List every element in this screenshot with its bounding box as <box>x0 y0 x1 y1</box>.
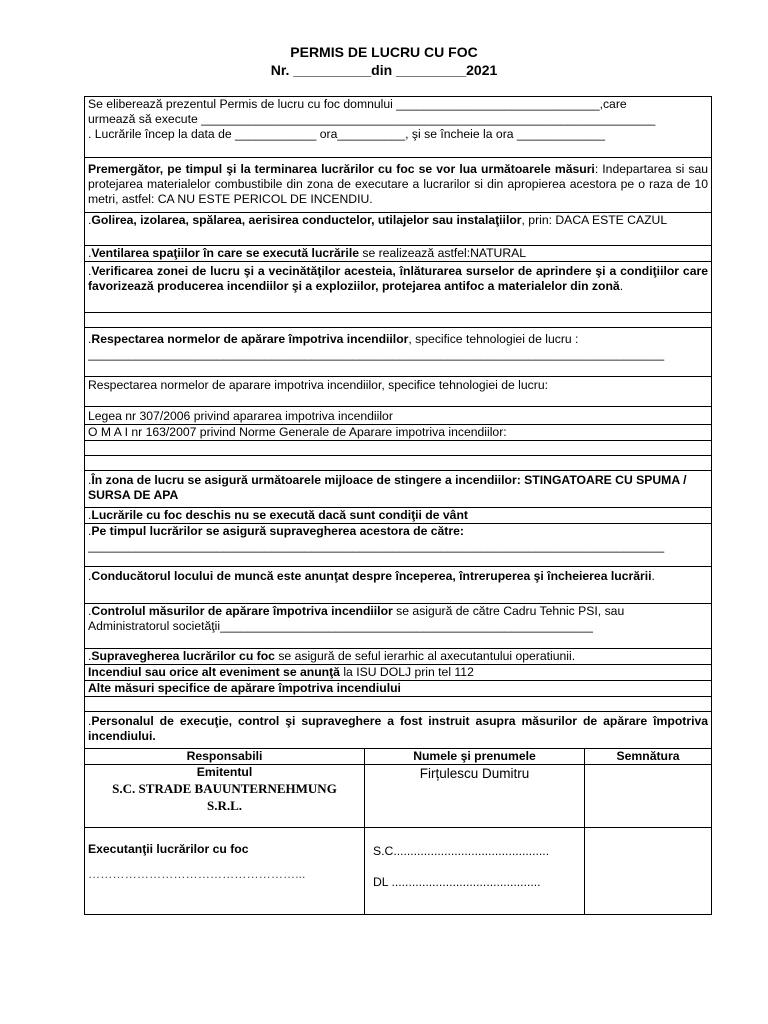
controlul-line-2: Administratorul societăţii_______________________________________________________ <box>88 619 593 633</box>
emitent-name: Firțulescu Dumitru <box>419 766 530 781</box>
supraveghere-foc-heading: Supravegherea lucrărilor cu foc <box>91 649 275 663</box>
header-semnatura: Semnătura <box>585 749 712 765</box>
respectarea-prefix: . <box>88 332 92 346</box>
emitent-company-line-1: S.C. STRADE BAUUNTERNEHMUNG <box>112 781 337 796</box>
anunta-row <box>85 665 712 681</box>
emitent-company-line-2: S.R.L. <box>206 798 243 813</box>
verificarea-prefix: . <box>88 264 92 278</box>
header-responsabili: Responsabili <box>85 749 365 765</box>
lege-1-text: Legea nr 307/2006 privind apararea impotriva incendiilor <box>88 409 393 423</box>
controlul-text: se asigură de către Cadru Tehnic PSI, sau <box>392 604 625 618</box>
empty-row-1 <box>85 313 712 328</box>
ventilarea-heading: Ventilarea spaţiilor în care se execută lucrările <box>91 246 359 260</box>
lege-1-row <box>85 407 712 425</box>
conducatorul-row <box>85 567 712 604</box>
conducatorul-prefix: . <box>88 569 92 583</box>
signature-header-row <box>85 749 712 765</box>
respectarea-text: , specifice tehnologiei de lucru : <box>408 332 579 346</box>
sc-line: S.C.............................................. <box>373 844 550 858</box>
premergator-colon: : <box>594 162 599 176</box>
executanti-label: Executanţii lucrărilor cu foc <box>88 842 249 856</box>
foc-deschis-prefix: . <box>88 508 92 522</box>
permit-table <box>84 96 712 915</box>
intro-line-1: Se eliberează prezentul Permis de lucru cu foc domnului ______________________________,care <box>88 97 627 111</box>
premergator-heading: Premergător, pe timpul şi la terminarea lucrărilor cu foc se vor lua următoarele măsuri <box>88 162 595 176</box>
executanti-dots: ……………………………………………... <box>88 867 306 881</box>
personal-heading: Personalul de execuţie, control şi supraveghere a fost instruit asupra măsurilor de apărare împotriva incendiului. <box>88 714 709 743</box>
emitent-row <box>85 765 712 828</box>
intro-row <box>85 97 712 158</box>
empty-row-4 <box>85 697 712 712</box>
premergator-text: Indepartarea si sau protejarea materialelor combustibile din zona de executare a lucrarilor si din apropierea acestora pe o raza de 10 metri, astfel: CA NU ESTE PERICOL DE INCENDIU. <box>88 162 709 206</box>
alte-masuri-heading: Alte măsuri specifice de apărare împotriva incendiului <box>88 681 401 695</box>
document-title: PERMIS DE LUCRU CU FOC <box>290 44 478 60</box>
ventilarea-row <box>85 246 712 262</box>
empty-row-3 <box>85 456 712 471</box>
empty-row-2 <box>85 441 712 456</box>
respectarea-2-row <box>85 377 712 407</box>
supraveghere-prefix: . <box>88 524 92 538</box>
verificarea-row <box>85 262 712 313</box>
controlul-prefix: . <box>88 604 92 618</box>
zona-heading: În zona de lucru se asigură următoarele mijloace de stingere a incendiilor: STINGATOARE CU SPUMA / SURSA DE APA <box>88 473 687 502</box>
respectarea-blank-line: _____________________________________________________________________________________ <box>88 347 665 361</box>
personal-row <box>85 712 712 749</box>
supraveghere-row <box>85 524 712 567</box>
zona-prefix: . <box>88 473 92 487</box>
respectarea-row <box>85 328 712 377</box>
verificarea-end: . <box>619 279 624 293</box>
golirea-prefix: . <box>88 213 92 227</box>
supraveghere-foc-row <box>85 649 712 665</box>
supraveghere-foc-text: se asigură de seful ierarhic al axecutantului operatiunii. <box>274 649 576 663</box>
executanti-row <box>85 828 712 915</box>
verificarea-heading: Verificarea zonei de lucru şi a vecinătăţilor acesteia, înlăturarea surselor de aprindere şi a condiţiilor care favorizează producerea incendiilor şi a exploziilor, protejarea antifoc a materialelor din zonă <box>88 264 709 293</box>
supraveghere-foc-prefix: . <box>88 649 92 663</box>
intro-line-2: urmează să execute ___________________________________________________________________ <box>88 112 656 126</box>
golirea-row <box>85 213 712 246</box>
emitent-label: Emitentul <box>196 765 253 779</box>
conducatorul-heading: Conducătorul locului de muncă este anunţat despre începerea, întreruperea şi încheierea lucrării <box>91 569 652 583</box>
executanti-signature-cell[interactable] <box>585 828 712 915</box>
anunta-text: la ISU DOLJ prin tel 112 <box>339 665 474 679</box>
supraveghere-blank-line: _____________________________________________________________________________________ <box>88 539 665 553</box>
alte-masuri-row <box>85 681 712 697</box>
foc-deschis-heading: Lucrările cu foc deschis nu se execută dacă sunt condiţii de vânt <box>91 508 468 522</box>
golirea-text: , prin: DACA ESTE CAZUL <box>521 213 668 227</box>
controlul-heading: Controlul măsurilor de apărare împotriva incendiilor <box>91 604 393 618</box>
personal-prefix: . <box>88 714 92 728</box>
supraveghere-heading: Pe timpul lucrărilor se asigură supravegherea acestora de către: <box>91 524 464 538</box>
lege-2-text: O M A I nr 163/2007 privind Norme Generale de Aparare impotriva incendiilor: <box>88 425 507 439</box>
emitent-signature-cell[interactable] <box>585 765 712 828</box>
foc-deschis-row <box>85 508 712 524</box>
ventilarea-prefix: . <box>88 246 92 260</box>
respectarea-heading: Respectarea normelor de apărare împotriva incendiilor <box>91 332 409 346</box>
anunta-heading: Incendiul sau orice alt eveniment se anunţă <box>88 665 340 679</box>
ventilarea-text: se realizează astfel:NATURAL <box>358 246 527 260</box>
golirea-heading: Golirea, izolarea, spălarea, aerisirea conductelor, utilajelor sau instalaţiilor <box>91 213 522 227</box>
dl-line: DL ............................................ <box>373 875 541 889</box>
lege-2-row <box>85 425 712 441</box>
conducatorul-end: . <box>651 569 655 583</box>
intro-line-3: . Lucrările încep la data de ____________ ora__________, şi se încheie la ora _____________ <box>88 127 606 141</box>
zona-row <box>85 471 712 508</box>
header-nume: Numele şi prenumele <box>365 749 585 765</box>
controlul-row <box>85 604 712 649</box>
document-number-line: Nr. __________din _________2021 <box>270 62 498 78</box>
respectarea-2-text: Respectarea normelor de aparare impotriva incendiilor, specifice tehnologiei de lucru: <box>88 378 548 392</box>
premergator-row <box>85 158 712 213</box>
